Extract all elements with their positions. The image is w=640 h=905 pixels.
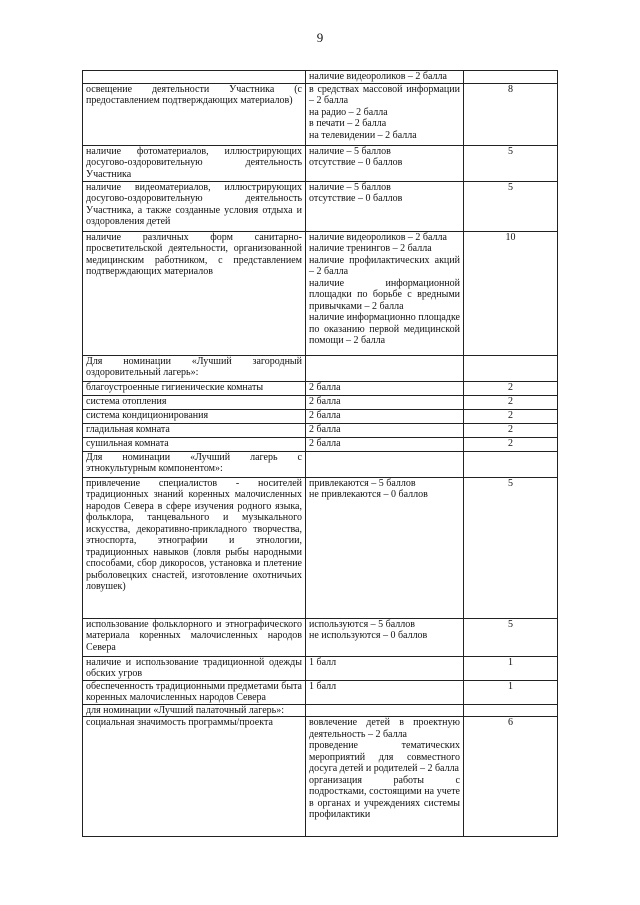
criterion-cell (83, 381, 306, 395)
scoring-text: наличие информационной площадки по борьбе с вредными привычками – 2 балла (309, 277, 460, 312)
scoring-text: наличие информационно площадке по оказанию первой медицинской помощи – 2 балла (309, 312, 460, 346)
criterion-text: Для номинации «Лучший загородный оздоровительный лагерь»: (86, 355, 302, 378)
criterion-cell (83, 451, 306, 477)
scoring-text: не привлекаются – 0 баллов (309, 489, 428, 500)
criterion-text: система кондиционирования (86, 409, 209, 421)
max-points-cell: 2 (464, 437, 558, 451)
scoring-cell (306, 71, 464, 84)
max-points-cell (464, 71, 558, 84)
table-row (83, 355, 558, 381)
scoring-cell (306, 423, 464, 437)
scoring-cell (306, 231, 464, 355)
criterion-cell (83, 71, 306, 84)
scoring-cell (306, 680, 464, 704)
criteria-table (82, 70, 558, 837)
scoring-text: на телевидении – 2 балла (309, 129, 417, 141)
table-row (83, 451, 558, 477)
criterion-cell (83, 355, 306, 381)
max-points-cell (464, 355, 558, 381)
scoring-text: в печати – 2 балла (309, 118, 387, 129)
table-row (83, 71, 558, 84)
table-row (83, 680, 558, 704)
scoring-text: отсутствие – 0 баллов (309, 157, 403, 168)
table-row (83, 618, 558, 656)
criterion-cell (83, 395, 306, 409)
criterion-text: сушильная комната (86, 437, 169, 449)
criterion-text: благоустроенные гигиенические комнаты (86, 381, 264, 393)
scoring-cell (306, 477, 464, 618)
table-row (83, 423, 558, 437)
criterion-cell (83, 717, 306, 837)
scoring-cell (306, 656, 464, 680)
scoring-text: привлекаются – 5 баллов (309, 477, 416, 489)
table-row (83, 231, 558, 355)
criterion-text: Для номинации «Лучший лагерь с этнокультурным компонентом»: (86, 451, 302, 474)
max-points-cell: 6 (464, 717, 558, 837)
scoring-cell (306, 381, 464, 395)
criteria-table-body (83, 71, 558, 837)
scoring-text: наличие видеороликов – 2 балла (309, 71, 447, 82)
scoring-text: 2 балла (309, 409, 341, 421)
criterion-text: система отопления (86, 395, 167, 407)
table-row (83, 717, 558, 837)
max-points-cell (464, 451, 558, 477)
table-row (83, 477, 558, 618)
scoring-text: в средствах массовой информации – 2 балла (309, 83, 460, 106)
scoring-text: 2 балла (309, 381, 341, 393)
max-points-cell: 2 (464, 395, 558, 409)
criterion-text: социальная значимость программы/проекта (86, 717, 273, 728)
criterion-cell (83, 680, 306, 704)
scoring-text: не используются – 0 баллов (309, 630, 428, 641)
scoring-text: используются – 5 баллов (309, 618, 415, 630)
criterion-text: привлечение специалистов - носителей традиционных знаний коренных малочисленных народов Севера в сфере изучения родного языка, фольклора, танцевального и музыкального искусства, декоративно-прикладного творчества, этноспорта, этнографии и этнологии, традиционных навыков (ловля рыбы народными способами, сбор дикоросов, установка и плетение рыболовецких снастей, изготовление охотничьих ловушек) (86, 477, 302, 592)
table-row (83, 437, 558, 451)
max-points-cell: 5 (464, 618, 558, 656)
scoring-text: наличие видеороликов – 2 балла (309, 231, 447, 243)
criterion-cell (83, 437, 306, 451)
max-points-cell: 2 (464, 423, 558, 437)
max-points-cell: 5 (464, 145, 558, 181)
table-row (83, 381, 558, 395)
scoring-text: наличие тренингов – 2 балла (309, 243, 432, 254)
criterion-cell (83, 83, 306, 145)
scoring-cell (306, 451, 464, 477)
table-row (83, 83, 558, 145)
scoring-text: на радио – 2 балла (309, 106, 388, 118)
table-row (83, 656, 558, 680)
criterion-cell (83, 423, 306, 437)
scoring-cell (306, 704, 464, 717)
table-row (83, 181, 558, 231)
criterion-text: наличие различных форм санитарно-просветительской деятельности, организованной медицинским работником, с представлением подтверждающих материалов (86, 231, 302, 277)
scoring-text: проведение тематических мероприятий для совместного досуга детей и родителей – 2 балла (309, 740, 460, 774)
max-points-cell: 2 (464, 409, 558, 423)
criterion-cell (83, 181, 306, 231)
criterion-cell (83, 618, 306, 656)
scoring-cell (306, 145, 464, 181)
table-row (83, 704, 558, 717)
scoring-cell (306, 618, 464, 656)
scoring-cell (306, 395, 464, 409)
scoring-cell (306, 83, 464, 145)
criterion-cell (83, 231, 306, 355)
scoring-text: вовлечение детей в проектную деятельность – 2 балла (309, 717, 460, 740)
scoring-text: наличие профилактических акций – 2 балла (309, 254, 460, 277)
scoring-text: 2 балла (309, 423, 341, 435)
scoring-cell (306, 409, 464, 423)
scoring-text: отсутствие – 0 баллов (309, 193, 403, 204)
table-row (83, 409, 558, 423)
scoring-cell (306, 355, 464, 381)
max-points-cell: 1 (464, 680, 558, 704)
scoring-text: организация работы с подростками, состоящими на учете в органах и учреждениях системы профилактики (309, 774, 460, 820)
table-row (83, 395, 558, 409)
criterion-text: наличие и использование традиционной одежды обских угров (86, 656, 302, 679)
scoring-text: 2 балла (309, 395, 341, 407)
table-row (83, 145, 558, 181)
max-points-cell: 2 (464, 381, 558, 395)
max-points-cell: 10 (464, 231, 558, 355)
scoring-cell (306, 437, 464, 451)
scoring-text: наличие – 5 баллов (309, 145, 391, 157)
criterion-text: наличие фотоматериалов, иллюстрирующих досугово-оздоровительную деятельность Участника (86, 145, 302, 180)
scoring-cell (306, 181, 464, 231)
criterion-text: обеспеченность традиционными предметами быта коренных малочисленных народов Севера (86, 680, 302, 703)
criterion-text: гладильная комната (86, 423, 170, 435)
criterion-text: для номинации «Лучший палаточный лагерь»: (86, 704, 284, 716)
scoring-cell (306, 717, 464, 837)
scoring-text: 1 балл (309, 656, 337, 668)
criterion-cell (83, 145, 306, 181)
criterion-cell (83, 656, 306, 680)
max-points-cell: 1 (464, 656, 558, 680)
max-points-cell: 8 (464, 83, 558, 145)
criterion-cell (83, 409, 306, 423)
max-points-cell: 5 (464, 477, 558, 618)
criterion-cell (83, 704, 306, 717)
max-points-cell (464, 704, 558, 717)
page-number: 9 (316, 30, 324, 45)
criterion-text: наличие видеоматериалов, иллюстрирующих досугово-оздоровительную деятельность Участника, а также созданные условия отдыха и оздоровления детей (86, 181, 302, 227)
criterion-cell (83, 477, 306, 618)
scoring-text: наличие – 5 баллов (309, 181, 391, 193)
max-points-cell: 5 (464, 181, 558, 231)
scoring-text: 2 балла (309, 437, 341, 449)
scoring-text: 1 балл (309, 680, 337, 692)
criterion-text: освещение деятельности Участника (с предоставлением подтверждающих материалов) (86, 83, 302, 106)
criterion-text: использование фольклорного и этнографического материала коренных малочисленных народов Севера (86, 618, 302, 653)
